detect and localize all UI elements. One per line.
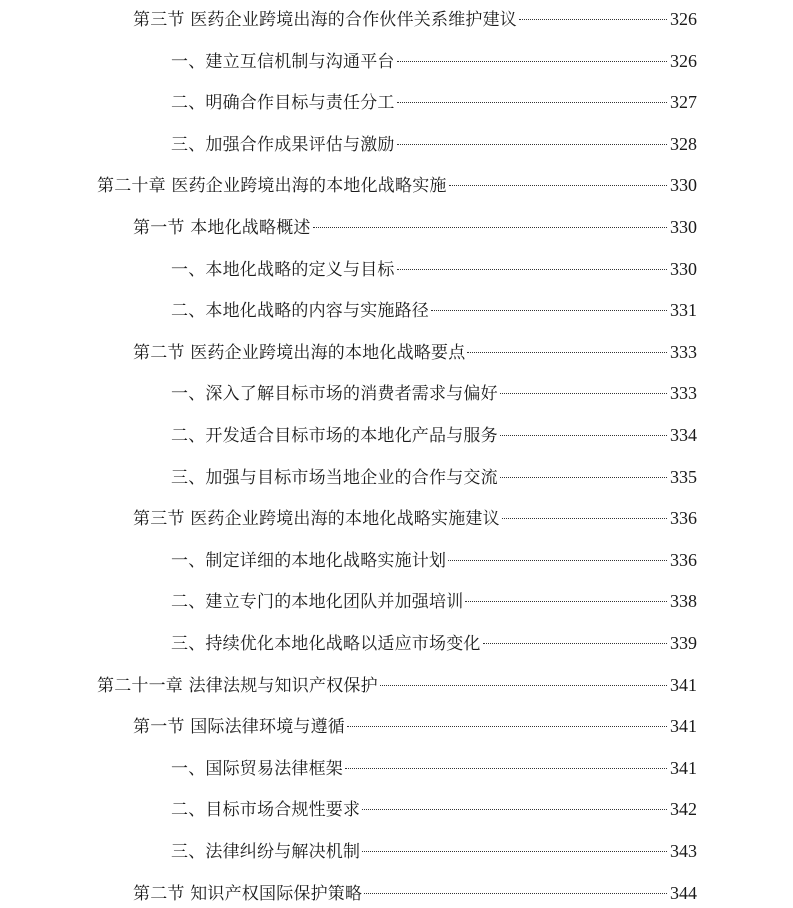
toc-entry-page-number: 341 (670, 674, 697, 695)
toc-entry-page-number: 335 (670, 466, 697, 487)
toc-entry-page-number: 330 (670, 258, 697, 279)
toc-entry-title: 二、本地化战略的内容与实施路径 (171, 301, 429, 322)
dot-leader (467, 352, 667, 353)
toc-entry-page-number: 333 (670, 383, 697, 404)
toc-entry-title: 第三节 医药企业跨境出海的合作伙伴关系维护建议 (133, 10, 518, 30)
dot-leader (448, 560, 667, 561)
dot-leader (500, 393, 667, 394)
toc-entry-item[interactable] (171, 381, 697, 405)
toc-entry-title: 一、制定详细的本地化战略实施计划 (171, 550, 447, 571)
toc-entry-title: 第二十章 医药企业跨境出海的本地化战略实施 (97, 176, 447, 197)
dot-leader (431, 310, 667, 311)
toc-entry-title: 第一节 本地化战略概述 (133, 218, 311, 238)
dot-leader (397, 61, 667, 62)
toc-entry-title: 一、本地化战略的定义与目标 (171, 259, 395, 280)
dot-leader (364, 893, 667, 894)
toc-entry-title: 二、目标市场合规性要求 (171, 800, 361, 821)
toc-entry-page-number: 334 (670, 425, 697, 445)
toc-entry-section[interactable] (133, 7, 697, 31)
dot-leader (483, 643, 667, 644)
dot-leader (397, 269, 667, 270)
toc-entry-section[interactable] (133, 340, 697, 364)
toc-entry-page-number: 330 (670, 217, 697, 237)
dot-leader (500, 435, 667, 436)
toc-entry-page-number: 328 (670, 133, 697, 154)
toc-entry-page-number: 342 (670, 799, 697, 820)
toc-entry-title: 第二十一章 法律法规与知识产权保护 (97, 675, 378, 696)
toc-entry-item[interactable] (171, 298, 697, 322)
toc-entry-section[interactable] (133, 215, 697, 239)
toc-entry-page-number: 336 (670, 508, 697, 529)
toc-entry-section[interactable] (133, 506, 697, 530)
dot-leader (397, 102, 667, 103)
toc-entry-title: 第一节 国际法律环境与遵循 (133, 717, 346, 738)
toc-entry-page-number: 327 (670, 92, 697, 113)
toc-entry-title: 三、持续优化本地化战略以适应市场变化 (171, 634, 481, 654)
toc-entry-item[interactable] (171, 423, 697, 447)
dot-leader (380, 685, 667, 686)
dot-leader (397, 144, 667, 145)
dot-leader (362, 809, 667, 810)
toc-entry-section[interactable] (133, 881, 697, 905)
toc-entry-page-number: 326 (670, 9, 697, 29)
toc-entry-item[interactable] (171, 756, 697, 780)
toc-entry-page-number: 343 (670, 841, 697, 861)
toc-entry-section[interactable] (133, 714, 697, 738)
dot-leader (465, 601, 667, 602)
toc-entry-item[interactable] (171, 132, 697, 156)
toc-entry-page-number: 331 (670, 300, 697, 321)
toc-entry-title: 三、加强与目标市场当地企业的合作与交流 (171, 467, 498, 488)
toc-entry-page-number: 339 (670, 633, 697, 653)
toc-entry-item[interactable] (171, 839, 697, 863)
toc-entry-title: 三、法律纠纷与解决机制 (171, 842, 361, 862)
dot-leader (449, 185, 667, 186)
toc-entry-title: 二、建立专门的本地化团队并加强培训 (171, 592, 464, 613)
toc-entry-title: 第二节 医药企业跨境出海的本地化战略要点 (133, 342, 466, 363)
toc-entry-page-number: 326 (670, 50, 697, 71)
toc-entry-page-number: 336 (670, 549, 697, 570)
toc-entry-page-number: 341 (670, 757, 697, 778)
toc-entry-title: 一、建立互信机制与沟通平台 (171, 51, 395, 72)
toc-entry-item[interactable] (171, 548, 697, 572)
toc-entry-title: 三、加强合作成果评估与激励 (171, 134, 395, 155)
toc-entry-item[interactable] (171, 49, 697, 73)
dot-leader (500, 477, 667, 478)
toc-entry-title: 第二节 知识产权国际保护策略 (133, 883, 363, 904)
dot-leader (345, 768, 667, 769)
toc-entry-chapter[interactable] (97, 673, 697, 697)
toc-entry-page-number: 333 (670, 341, 697, 362)
toc-entry-item[interactable] (171, 90, 697, 114)
dot-leader (313, 227, 667, 228)
toc-entry-title: 一、深入了解目标市场的消费者需求与偏好 (171, 384, 498, 405)
toc-entry-page-number: 338 (670, 591, 697, 612)
dot-leader (502, 518, 667, 519)
dot-leader (519, 19, 667, 20)
toc-entry-title: 二、明确合作目标与责任分工 (171, 93, 395, 114)
toc-entry-page-number: 344 (670, 882, 697, 903)
toc-entry-title: 第三节 医药企业跨境出海的本地化战略实施建议 (133, 509, 500, 530)
dot-leader (347, 726, 667, 727)
toc-entry-item[interactable] (171, 631, 697, 655)
toc-entry-page-number: 330 (670, 175, 697, 196)
toc-entry-page-number: 341 (670, 716, 697, 737)
toc-entry-item[interactable] (171, 589, 697, 613)
toc-entry-title: 二、开发适合目标市场的本地化产品与服务 (171, 426, 498, 446)
dot-leader (362, 851, 667, 852)
toc-entry-item[interactable] (171, 257, 697, 281)
toc-entry-title: 一、国际贸易法律框架 (171, 758, 343, 779)
toc-entry-item[interactable] (171, 797, 697, 821)
toc-entry-chapter[interactable] (97, 173, 697, 197)
toc-entry-item[interactable] (171, 465, 697, 489)
